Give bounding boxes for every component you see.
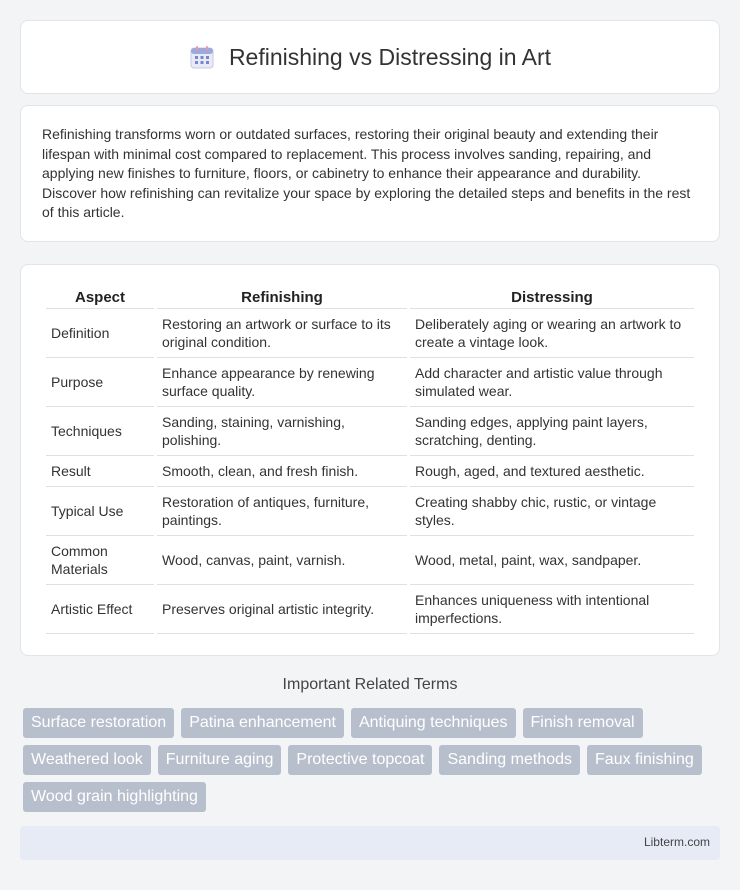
row-distressing: Wood, metal, paint, wax, sandpaper.: [410, 536, 694, 585]
related-term-tag[interactable]: Furniture aging: [158, 745, 282, 775]
row-refinishing: Sanding, staining, varnishing, polishing.: [157, 407, 407, 456]
related-term-tag[interactable]: Sanding methods: [439, 745, 580, 775]
table-row: [46, 309, 694, 358]
row-refinishing: Restoring an artwork or surface to its original condition.: [157, 309, 407, 358]
related-term-tag[interactable]: Antiquing techniques: [351, 708, 516, 738]
related-term-tag[interactable]: Protective topcoat: [288, 745, 432, 775]
related-term-tag[interactable]: Weathered look: [23, 745, 151, 775]
table-row: [46, 456, 694, 487]
related-term-tag[interactable]: Patina enhancement: [181, 708, 344, 738]
table-row: [46, 407, 694, 456]
row-distressing: Creating shabby chic, rustic, or vintage styles.: [410, 487, 694, 536]
related-terms-list: [23, 708, 723, 812]
row-distressing: Enhances uniqueness with intentional imperfections.: [410, 585, 694, 634]
intro-text: Refinishing transforms worn or outdated surfaces, restoring their original beauty and extending their lifespan with minimal cost compared to replacement. This process involves sanding, repairing, and applying new finishes to furniture, floors, or cabinetry to enhance their appearance and durability. Discover how refinishing can revitalize your space by exploring the detailed steps and benefits in the rest of this article.: [42, 126, 691, 220]
header-aspect: Aspect: [46, 285, 154, 309]
row-refinishing: Restoration of antiques, furniture, paintings.: [157, 487, 407, 536]
related-term-tag[interactable]: Surface restoration: [23, 708, 174, 738]
table-row: [46, 487, 694, 536]
intro-card: [20, 105, 720, 242]
table-row: [46, 536, 694, 585]
row-distressing: Deliberately aging or wearing an artwork to create a vintage look.: [410, 309, 694, 358]
related-term-tag[interactable]: Finish removal: [523, 708, 643, 738]
row-refinishing: Wood, canvas, paint, varnish.: [157, 536, 407, 585]
row-refinishing: Enhance appearance by renewing surface quality.: [157, 358, 407, 407]
row-aspect: Techniques: [46, 407, 154, 456]
header-refinishing: Refinishing: [157, 285, 407, 309]
row-refinishing: Smooth, clean, and fresh finish.: [157, 456, 407, 487]
footer: [20, 826, 720, 860]
header-card: [20, 20, 720, 94]
row-aspect: Typical Use: [46, 487, 154, 536]
row-aspect: Artistic Effect: [46, 585, 154, 634]
calendar-grid-icon: [189, 44, 215, 70]
row-distressing: Add character and artistic value through simulated wear.: [410, 358, 694, 407]
header-distressing: Distressing: [410, 285, 694, 309]
related-term-tag[interactable]: Faux finishing: [587, 745, 702, 775]
row-distressing: Rough, aged, and textured aesthetic.: [410, 456, 694, 487]
comparison-table: [43, 285, 697, 634]
page-title: Refinishing vs Distressing in Art: [228, 43, 552, 70]
table-row: [46, 358, 694, 407]
row-aspect: Common Materials: [46, 536, 154, 585]
footer-site-link[interactable]: Libterm.com: [643, 835, 710, 849]
row-refinishing: Preserves original artistic integrity.: [157, 585, 407, 634]
row-aspect: Definition: [46, 309, 154, 358]
row-aspect: Purpose: [46, 358, 154, 407]
related-term-tag[interactable]: Wood grain highlighting: [23, 782, 206, 812]
table-header-row: [46, 285, 694, 309]
row-aspect: Result: [46, 456, 154, 487]
related-terms-title: Important Related Terms: [282, 676, 458, 693]
table-row: [46, 585, 694, 634]
row-distressing: Sanding edges, applying paint layers, scratching, denting.: [410, 407, 694, 456]
comparison-table-card: [20, 264, 720, 656]
